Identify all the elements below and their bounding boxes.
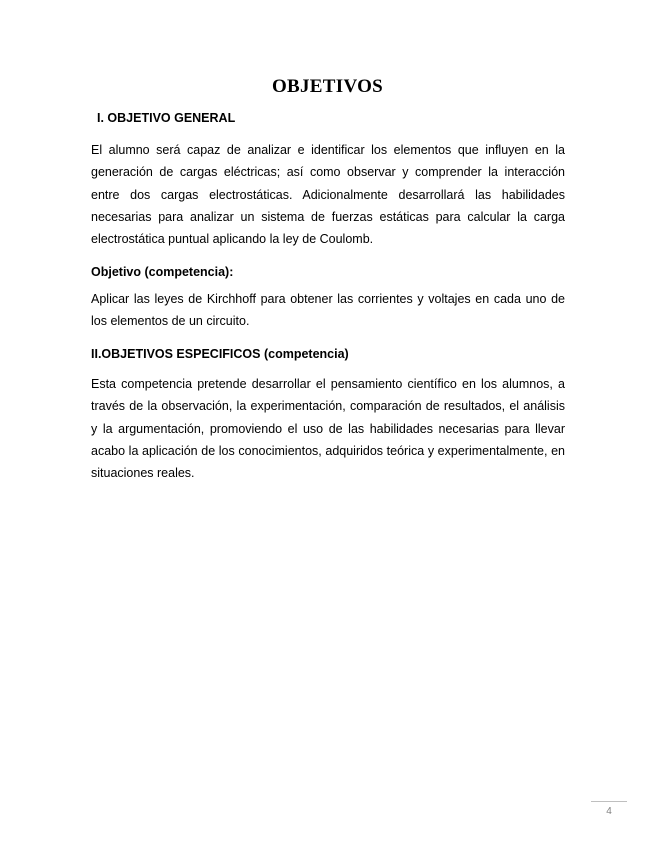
footer-divider: [591, 801, 627, 802]
paragraph-competence: Aplicar las leyes de Kirchhoff para obtener las corrientes y voltajes en cada uno de los elementos de un circuito.: [91, 292, 565, 329]
competence-heading: Objetivo (competencia):: [91, 265, 234, 279]
paragraph-specific-objectives: Esta competencia pretende desarrollar el pensamiento científico en los alumnos, a través de la observación, la experimentación, comparación de resultados, el análisis y la argumentación, promoviendo el uso de las habilidades necesarias para llevar acabo la aplicación de los conocimientos, adquiridos teórica y experimentalmente, en situaciones reales.: [91, 377, 565, 481]
section-heading-general: I. OBJETIVO GENERAL: [97, 111, 236, 125]
paragraph-general-objective: El alumno será capaz de analizar e identificar los elementos que influyen en la generación de cargas eléctricas; así como observar y comprender la interacción entre dos cargas electrostáticas. Adicionalmente desarrollará las habilidades necesarias para analizar un sistema de fuerzas estáticas para calcular la carga electrostática puntual aplicando la ley de Coulomb.: [91, 143, 565, 247]
section-heading-specific: II.OBJETIVOS ESPECIFICOS (competencia): [91, 347, 349, 361]
page-number: 4: [606, 806, 612, 817]
page-title: OBJETIVOS: [271, 76, 384, 97]
